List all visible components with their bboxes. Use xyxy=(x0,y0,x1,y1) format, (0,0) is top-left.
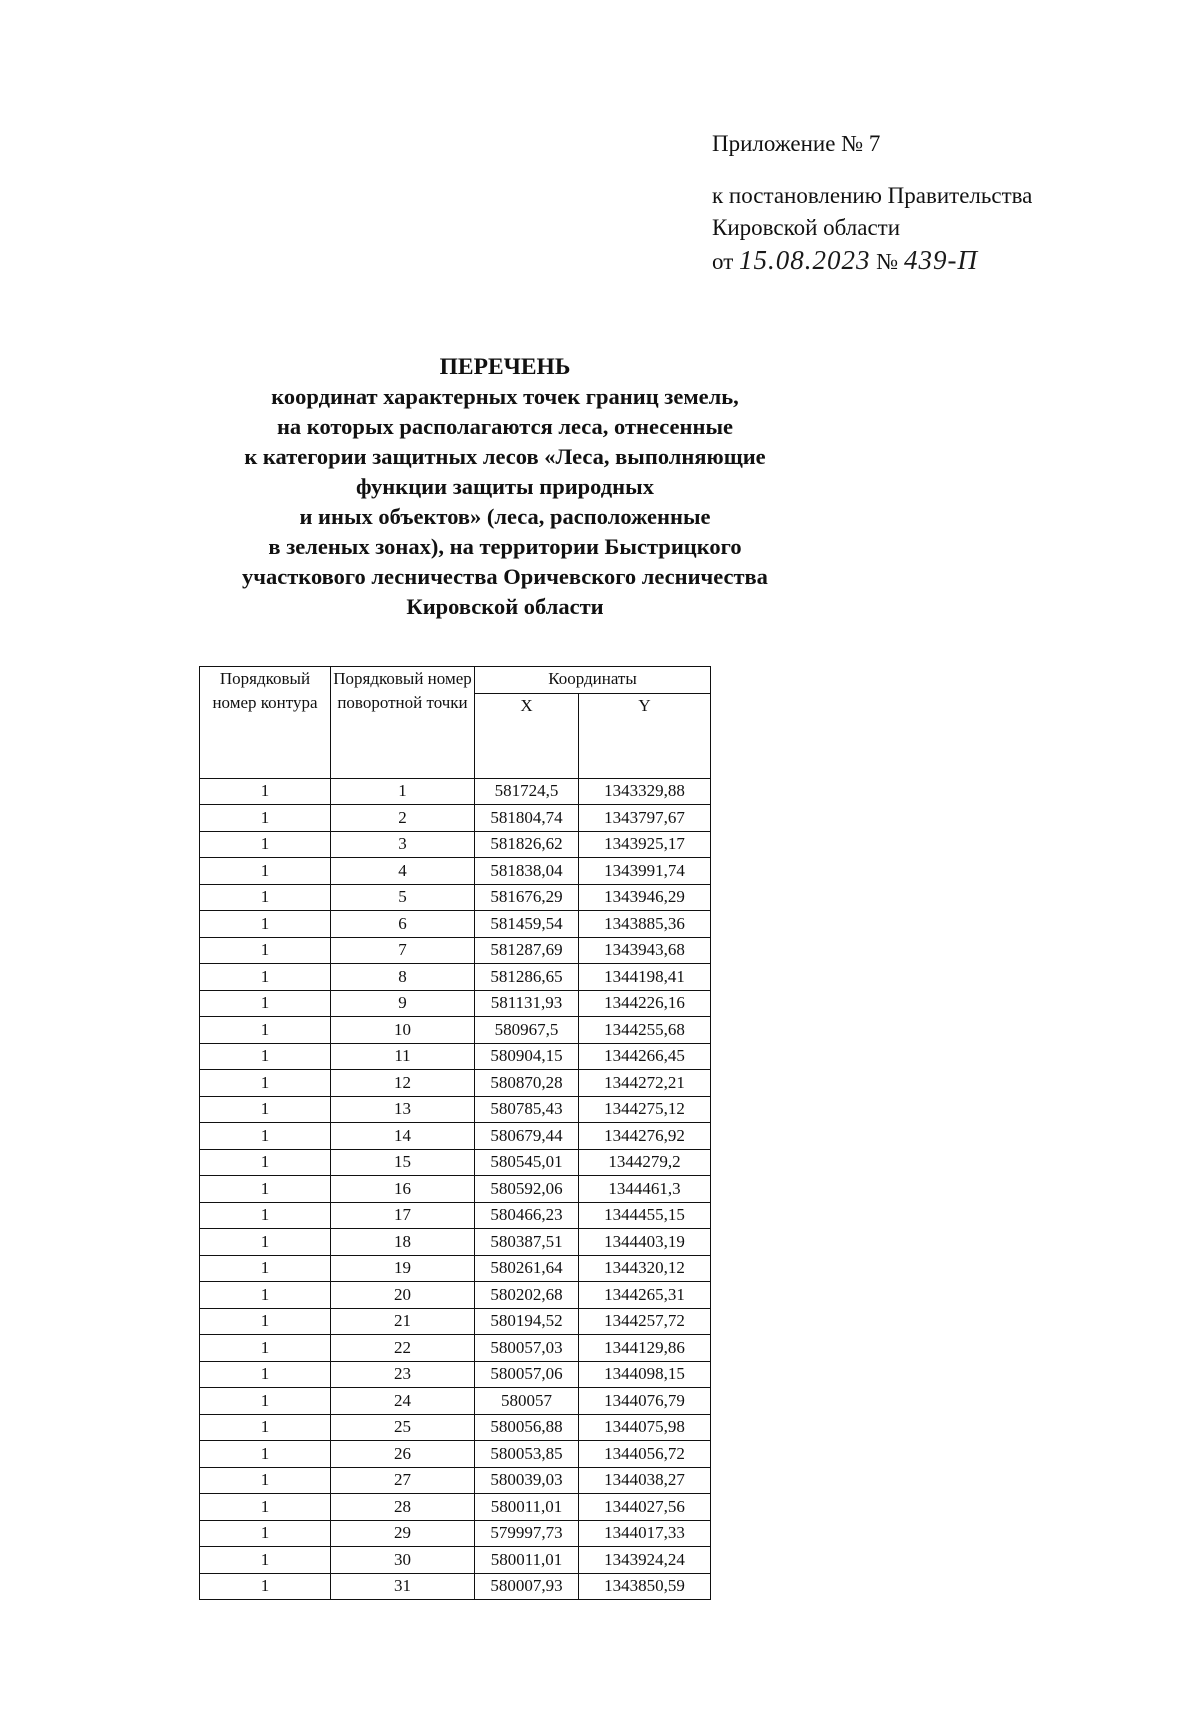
handwritten-number: 439-П xyxy=(903,245,978,275)
cell-point: 4 xyxy=(331,858,475,885)
cell-y: 1344098,15 xyxy=(579,1361,711,1388)
cell-y: 1344461,3 xyxy=(579,1176,711,1203)
cell-point: 7 xyxy=(331,937,475,964)
cell-y: 1344276,92 xyxy=(579,1123,711,1150)
cell-point: 9 xyxy=(331,990,475,1017)
table-row xyxy=(200,1202,711,1229)
header-x: X xyxy=(475,693,579,778)
cell-contour: 1 xyxy=(200,1176,331,1203)
cell-point: 2 xyxy=(331,805,475,832)
cell-contour: 1 xyxy=(200,831,331,858)
cell-y: 1344226,16 xyxy=(579,990,711,1017)
table-body xyxy=(200,778,711,1600)
cell-point: 31 xyxy=(331,1573,475,1600)
cell-x: 579997,73 xyxy=(475,1520,579,1547)
cell-point: 27 xyxy=(331,1467,475,1494)
cell-y: 1344279,2 xyxy=(579,1149,711,1176)
cell-point: 6 xyxy=(331,911,475,938)
table-row xyxy=(200,1414,711,1441)
cell-y: 1344275,12 xyxy=(579,1096,711,1123)
table-row xyxy=(200,1494,711,1521)
cell-y: 1343797,67 xyxy=(579,805,711,832)
table-row xyxy=(200,1176,711,1203)
cell-point: 19 xyxy=(331,1255,475,1282)
cell-point: 22 xyxy=(331,1335,475,1362)
cell-y: 1343943,68 xyxy=(579,937,711,964)
cell-x: 580387,51 xyxy=(475,1229,579,1256)
cell-x: 581826,62 xyxy=(475,831,579,858)
heading-line: в зеленых зонах), на территории Быстрицкого xyxy=(268,534,742,559)
cell-x: 581286,65 xyxy=(475,964,579,991)
cell-x: 580592,06 xyxy=(475,1176,579,1203)
table-row xyxy=(200,1123,711,1150)
cell-x: 580194,52 xyxy=(475,1308,579,1335)
cell-contour: 1 xyxy=(200,964,331,991)
table-row xyxy=(200,1308,711,1335)
table-row xyxy=(200,911,711,938)
table-row xyxy=(200,1070,711,1097)
cell-contour: 1 xyxy=(200,1229,331,1256)
cell-x: 581287,69 xyxy=(475,937,579,964)
table-row xyxy=(200,831,711,858)
cell-y: 1343850,59 xyxy=(579,1573,711,1600)
cell-point: 30 xyxy=(331,1547,475,1574)
cell-x: 580967,5 xyxy=(475,1017,579,1044)
cell-point: 3 xyxy=(331,831,475,858)
table-row xyxy=(200,1441,711,1468)
table-row xyxy=(200,884,711,911)
cell-y: 1344320,12 xyxy=(579,1255,711,1282)
table-header xyxy=(200,667,711,779)
table-row xyxy=(200,1282,711,1309)
cell-x: 581459,54 xyxy=(475,911,579,938)
header-coordinates: Координаты xyxy=(475,667,711,694)
cell-contour: 1 xyxy=(200,1547,331,1574)
document-heading xyxy=(150,352,860,622)
table-row xyxy=(200,1229,711,1256)
table-row xyxy=(200,1096,711,1123)
cell-x: 581724,5 xyxy=(475,778,579,805)
heading-line: к категории защитных лесов «Леса, выполняющие xyxy=(244,444,766,469)
heading-line: координат характерных точек границ земель, xyxy=(271,384,739,409)
table-row xyxy=(200,937,711,964)
cell-contour: 1 xyxy=(200,1149,331,1176)
cell-contour: 1 xyxy=(200,1017,331,1044)
cell-point: 12 xyxy=(331,1070,475,1097)
cell-y: 1343946,29 xyxy=(579,884,711,911)
cell-contour: 1 xyxy=(200,1282,331,1309)
cell-x: 580057 xyxy=(475,1388,579,1415)
appendix-block xyxy=(712,128,1032,278)
cell-x: 580679,44 xyxy=(475,1123,579,1150)
cell-contour: 1 xyxy=(200,778,331,805)
heading-line: участкового лесничества Оричевского лесничества xyxy=(242,564,768,589)
cell-point: 10 xyxy=(331,1017,475,1044)
cell-contour: 1 xyxy=(200,1520,331,1547)
table-row xyxy=(200,1388,711,1415)
cell-contour: 1 xyxy=(200,1573,331,1600)
cell-y: 1344272,21 xyxy=(579,1070,711,1097)
cell-contour: 1 xyxy=(200,858,331,885)
cell-point: 15 xyxy=(331,1149,475,1176)
date-prefix: от xyxy=(712,249,734,274)
cell-x: 580466,23 xyxy=(475,1202,579,1229)
table-row xyxy=(200,1335,711,1362)
cell-y: 1344056,72 xyxy=(579,1441,711,1468)
appendix-date-line xyxy=(712,244,1032,278)
cell-y: 1344257,72 xyxy=(579,1308,711,1335)
appendix-title: Приложение № 7 xyxy=(712,131,881,156)
cell-contour: 1 xyxy=(200,1043,331,1070)
cell-point: 8 xyxy=(331,964,475,991)
cell-y: 1343991,74 xyxy=(579,858,711,885)
cell-contour: 1 xyxy=(200,911,331,938)
cell-point: 5 xyxy=(331,884,475,911)
cell-point: 24 xyxy=(331,1388,475,1415)
cell-x: 580039,03 xyxy=(475,1467,579,1494)
cell-y: 1343329,88 xyxy=(579,778,711,805)
cell-x: 580011,01 xyxy=(475,1547,579,1574)
cell-x: 580007,93 xyxy=(475,1573,579,1600)
cell-point: 16 xyxy=(331,1176,475,1203)
cell-x: 580011,01 xyxy=(475,1494,579,1521)
cell-contour: 1 xyxy=(200,1414,331,1441)
cell-point: 14 xyxy=(331,1123,475,1150)
cell-contour: 1 xyxy=(200,1388,331,1415)
cell-y: 1344075,98 xyxy=(579,1414,711,1441)
cell-x: 581804,74 xyxy=(475,805,579,832)
cell-point: 21 xyxy=(331,1308,475,1335)
cell-contour: 1 xyxy=(200,1441,331,1468)
cell-y: 1343925,17 xyxy=(579,831,711,858)
cell-contour: 1 xyxy=(200,1255,331,1282)
cell-x: 580261,64 xyxy=(475,1255,579,1282)
cell-x: 580056,88 xyxy=(475,1414,579,1441)
heading-line: Кировской области xyxy=(406,594,604,619)
cell-y: 1344455,15 xyxy=(579,1202,711,1229)
cell-point: 17 xyxy=(331,1202,475,1229)
cell-contour: 1 xyxy=(200,884,331,911)
header-y: Y xyxy=(579,693,711,778)
table-row xyxy=(200,1361,711,1388)
cell-point: 20 xyxy=(331,1282,475,1309)
cell-y: 1344403,19 xyxy=(579,1229,711,1256)
heading-title: ПЕРЕЧЕНЬ xyxy=(439,354,571,380)
table-row xyxy=(200,990,711,1017)
heading-line: и иных объектов» (леса, расположенные xyxy=(299,504,711,529)
table-row xyxy=(200,1573,711,1600)
cell-contour: 1 xyxy=(200,805,331,832)
cell-x: 580057,06 xyxy=(475,1361,579,1388)
table-row xyxy=(200,964,711,991)
table-row xyxy=(200,805,711,832)
cell-y: 1344076,79 xyxy=(579,1388,711,1415)
cell-contour: 1 xyxy=(200,937,331,964)
cell-point: 28 xyxy=(331,1494,475,1521)
cell-point: 29 xyxy=(331,1520,475,1547)
cell-contour: 1 xyxy=(200,1123,331,1150)
cell-contour: 1 xyxy=(200,1494,331,1521)
cell-contour: 1 xyxy=(200,1096,331,1123)
cell-x: 581676,29 xyxy=(475,884,579,911)
cell-y: 1344129,86 xyxy=(579,1335,711,1362)
cell-point: 13 xyxy=(331,1096,475,1123)
table-row xyxy=(200,1547,711,1574)
coordinates-table xyxy=(199,666,711,1600)
cell-x: 580057,03 xyxy=(475,1335,579,1362)
heading-line: на которых располагаются леса, отнесенные xyxy=(276,414,734,439)
handwritten-date: 15.08.2023 xyxy=(739,245,871,275)
cell-contour: 1 xyxy=(200,1308,331,1335)
cell-x: 580545,01 xyxy=(475,1149,579,1176)
heading-line: функции защиты природных xyxy=(356,474,654,499)
number-sign: № xyxy=(876,249,899,274)
table-row xyxy=(200,858,711,885)
table-row xyxy=(200,1043,711,1070)
table-row xyxy=(200,1149,711,1176)
cell-y: 1344027,56 xyxy=(579,1494,711,1521)
cell-contour: 1 xyxy=(200,1070,331,1097)
cell-point: 18 xyxy=(331,1229,475,1256)
cell-x: 580785,43 xyxy=(475,1096,579,1123)
cell-y: 1344038,27 xyxy=(579,1467,711,1494)
cell-x: 580870,28 xyxy=(475,1070,579,1097)
cell-contour: 1 xyxy=(200,1335,331,1362)
table-row xyxy=(200,1017,711,1044)
table-row xyxy=(200,1255,711,1282)
cell-contour: 1 xyxy=(200,1361,331,1388)
cell-y: 1343885,36 xyxy=(579,911,711,938)
table-row xyxy=(200,1520,711,1547)
cell-y: 1344198,41 xyxy=(579,964,711,991)
cell-contour: 1 xyxy=(200,1467,331,1494)
cell-point: 1 xyxy=(331,778,475,805)
cell-point: 26 xyxy=(331,1441,475,1468)
cell-point: 23 xyxy=(331,1361,475,1388)
table-row xyxy=(200,1467,711,1494)
cell-point: 25 xyxy=(331,1414,475,1441)
appendix-line-2: Кировской области xyxy=(712,215,901,240)
cell-x: 581838,04 xyxy=(475,858,579,885)
header-contour: Порядковый номер контура xyxy=(200,667,331,779)
appendix-line-1: к постановлению Правительства xyxy=(712,183,1033,208)
cell-x: 580904,15 xyxy=(475,1043,579,1070)
cell-y: 1344265,31 xyxy=(579,1282,711,1309)
cell-x: 581131,93 xyxy=(475,990,579,1017)
cell-y: 1344017,33 xyxy=(579,1520,711,1547)
cell-contour: 1 xyxy=(200,990,331,1017)
cell-contour: 1 xyxy=(200,1202,331,1229)
cell-x: 580053,85 xyxy=(475,1441,579,1468)
cell-point: 11 xyxy=(331,1043,475,1070)
cell-y: 1344266,45 xyxy=(579,1043,711,1070)
cell-y: 1343924,24 xyxy=(579,1547,711,1574)
cell-x: 580202,68 xyxy=(475,1282,579,1309)
table-row xyxy=(200,778,711,805)
cell-y: 1344255,68 xyxy=(579,1017,711,1044)
header-point: Порядковый номер поворотной точки xyxy=(331,667,475,779)
